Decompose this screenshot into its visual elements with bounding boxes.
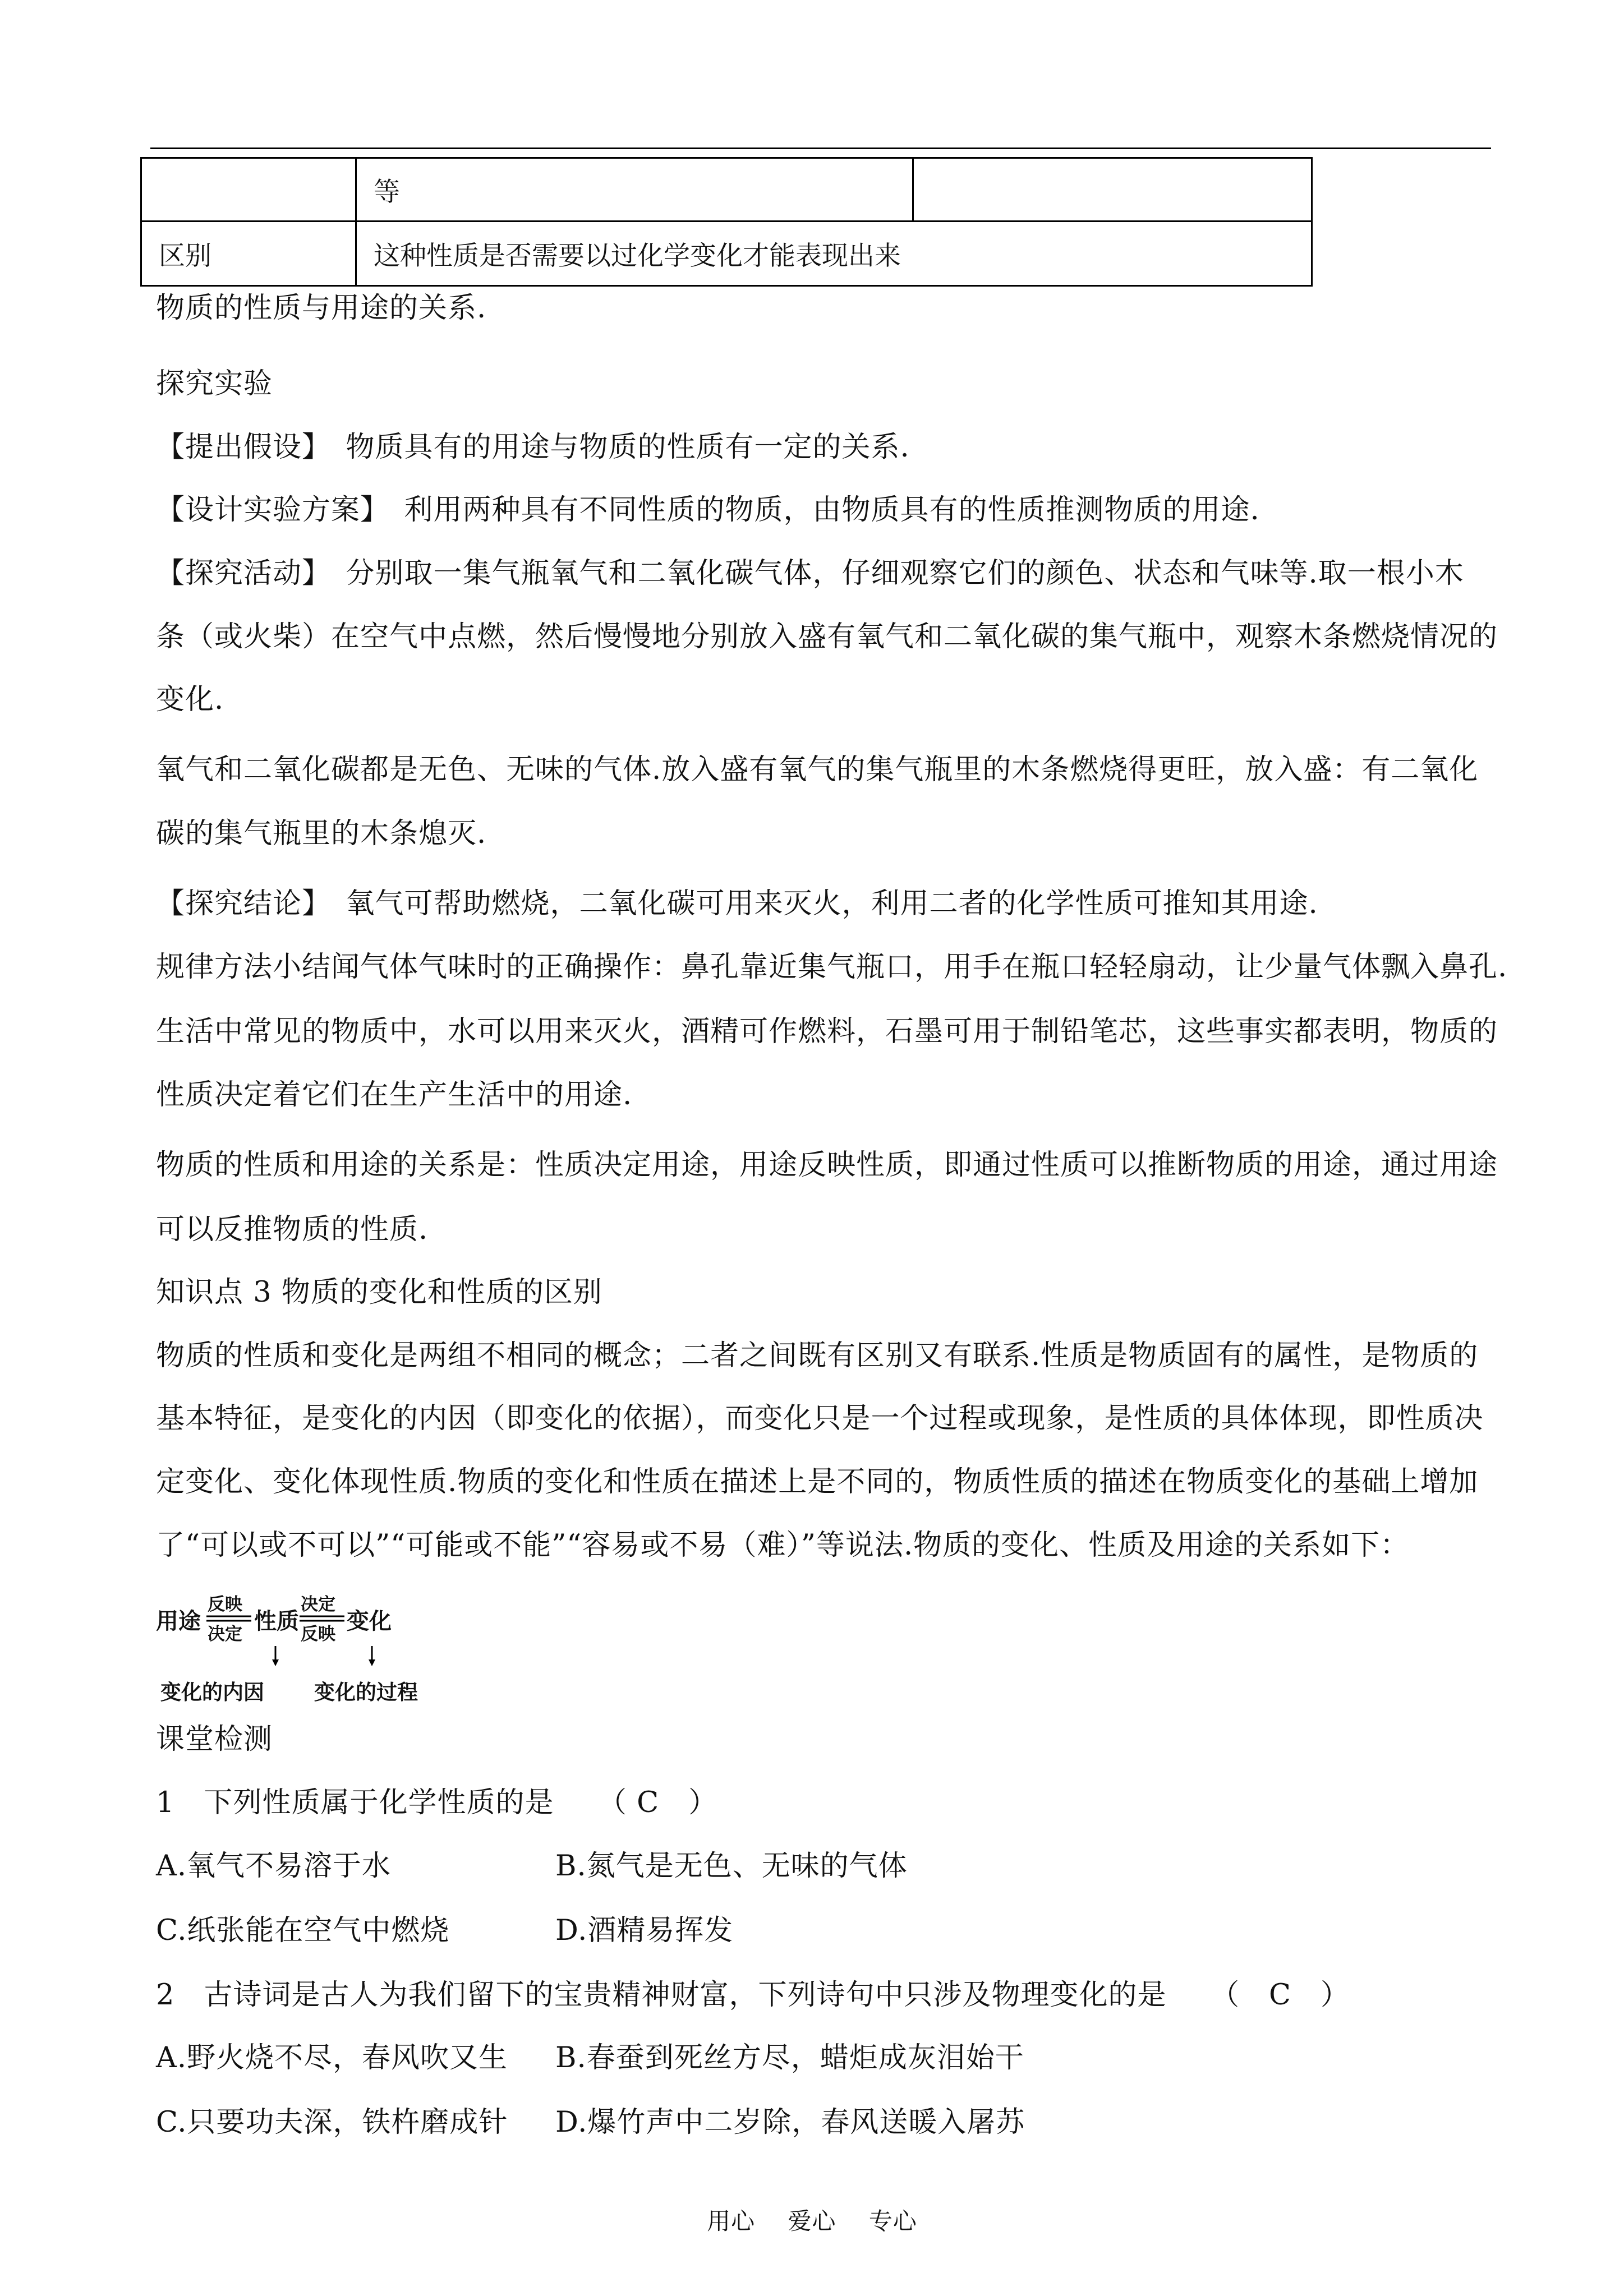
- text-line: 物质的性质和变化是两组不相同的概念；二者之间既有区别又有联系.性质是物质固有的属性，是物质的: [156, 1339, 1479, 1372]
- text-line: 变化.: [156, 683, 224, 716]
- table-cell: [913, 158, 1312, 222]
- diagram-arrow-label: 决定: [301, 1594, 335, 1615]
- table-cell: 这种性质是否需要以过化学变化才能表现出来: [356, 222, 1312, 286]
- diagram-arrow-label: 反映: [208, 1594, 242, 1615]
- text-line: 【探究活动】 分别取一集气瓶氧气和二氧化碳气体，仔细观察它们的颜色、状态和气味等.取一根小木: [156, 557, 1464, 590]
- table-row: [141, 222, 1312, 286]
- option: D.爆竹声中二岁除，春风送暖入屠苏: [555, 2106, 1025, 2139]
- text-line: 性质决定着它们在生产生活中的用途.: [156, 1078, 633, 1112]
- text-line: 生活中常见的物质中，水可以用来灭火，酒精可作燃料，石墨可用于制铅笔芯，这些事实都表明，物质的: [156, 1015, 1498, 1048]
- comparison-table: [140, 157, 1313, 287]
- option: B.春蚕到死丝方尽，蜡炬成灰泪始干: [555, 2041, 1024, 2074]
- footer-word: 爱心: [788, 2207, 836, 2235]
- section-heading: 探究实验: [156, 367, 273, 400]
- text-line: 规律方法小结闻气体气味时的正确操作：鼻孔靠近集气瓶口，用手在瓶口轻轻扇动，让少量气体飘入鼻孔.: [156, 951, 1508, 984]
- diagram-arrow-label: 反映: [301, 1624, 335, 1644]
- text-line: 【设计实验方案】 利用两种具有不同性质的物质，由物质具有的性质推测物质的用途.: [156, 494, 1260, 527]
- relation-diagram: [156, 1590, 470, 1702]
- option: B.氮气是无色、无味的气体: [555, 1850, 908, 1883]
- diagram-change: 变化: [347, 1608, 392, 1634]
- option: D.酒精易挥发: [555, 1914, 734, 1947]
- section-heading: 知识点 3 物质的变化和性质的区别: [156, 1276, 602, 1309]
- option: A.氧气不易溶于水: [156, 1850, 392, 1883]
- diagram-property: 性质: [254, 1608, 299, 1634]
- footer-word: 用心: [707, 2207, 756, 2235]
- question: 1 下列性质属于化学性质的是 （ C ）: [156, 1786, 718, 1819]
- text-line: 【探究结论】 氧气可帮助燃烧，二氧化碳可用来灭火，利用二者的化学性质可推知其用途.: [156, 887, 1318, 920]
- footer-word: 专心: [868, 2207, 917, 2235]
- table-row: [141, 158, 1312, 222]
- text-line: 【提出假设】 物质具有的用途与物质的性质有一定的关系.: [156, 431, 910, 464]
- diagram-process-label: 变化的过程: [314, 1680, 418, 1704]
- table-cell: [141, 158, 356, 222]
- option: C.纸张能在空气中燃烧: [156, 1914, 450, 1947]
- text-line: 碳的集气瓶里的木条熄灭.: [156, 817, 487, 850]
- text-line: 物质的性质与用途的关系.: [156, 292, 487, 325]
- diagram-use: 用途: [156, 1608, 201, 1634]
- text-line: 可以反推物质的性质.: [156, 1213, 429, 1246]
- option: A.野火烧不尽，春风吹又生: [156, 2041, 508, 2074]
- diagram-cause-label: 变化的内因: [160, 1680, 264, 1704]
- text-line: 物质的性质和用途的关系是：性质决定用途，用途反映性质，即通过性质可以推断物质的用途，通过用途: [156, 1149, 1498, 1182]
- option: C.只要功夫深，铁杵磨成针: [156, 2106, 508, 2139]
- text-line: 氧气和二氧化碳都是无色、无味的气体.放入盛有氧气的集气瓶里的木条燃烧得更旺，放入盛：有二氧化: [156, 753, 1479, 786]
- question: 2 古诗词是古人为我们留下的宝贵精神财富，下列诗句中只涉及物理变化的是 （ C ）: [156, 1979, 1350, 2012]
- diagram-arrow-label: 决定: [208, 1624, 242, 1644]
- section-heading: 课堂检测: [156, 1723, 273, 1756]
- text-line: 基本特征，是变化的内因（即变化的依据），而变化只是一个过程或现象，是性质的具体体现，即性质决: [156, 1402, 1484, 1435]
- text-line: 定变化、变化体现性质.物质的变化和性质在描述上是不同的，物质性质的描述在物质变化的基础上增加: [156, 1465, 1479, 1499]
- table-cell: 区别: [141, 222, 356, 286]
- table-cell: 等: [356, 158, 913, 222]
- text-line: 了“可以或不可以”“可能或不能”“容易或不易（难）”等说法.物质的变化、性质及用途的关系如下：: [156, 1529, 1410, 1562]
- text-line: 条（或火柴）在空气中点燃，然后慢慢地分别放入盛有氧气和二氧化碳的集气瓶中，观察木条燃烧情况的: [156, 620, 1498, 653]
- page-footer: [0, 2203, 1624, 2237]
- header-rule: [150, 147, 1491, 149]
